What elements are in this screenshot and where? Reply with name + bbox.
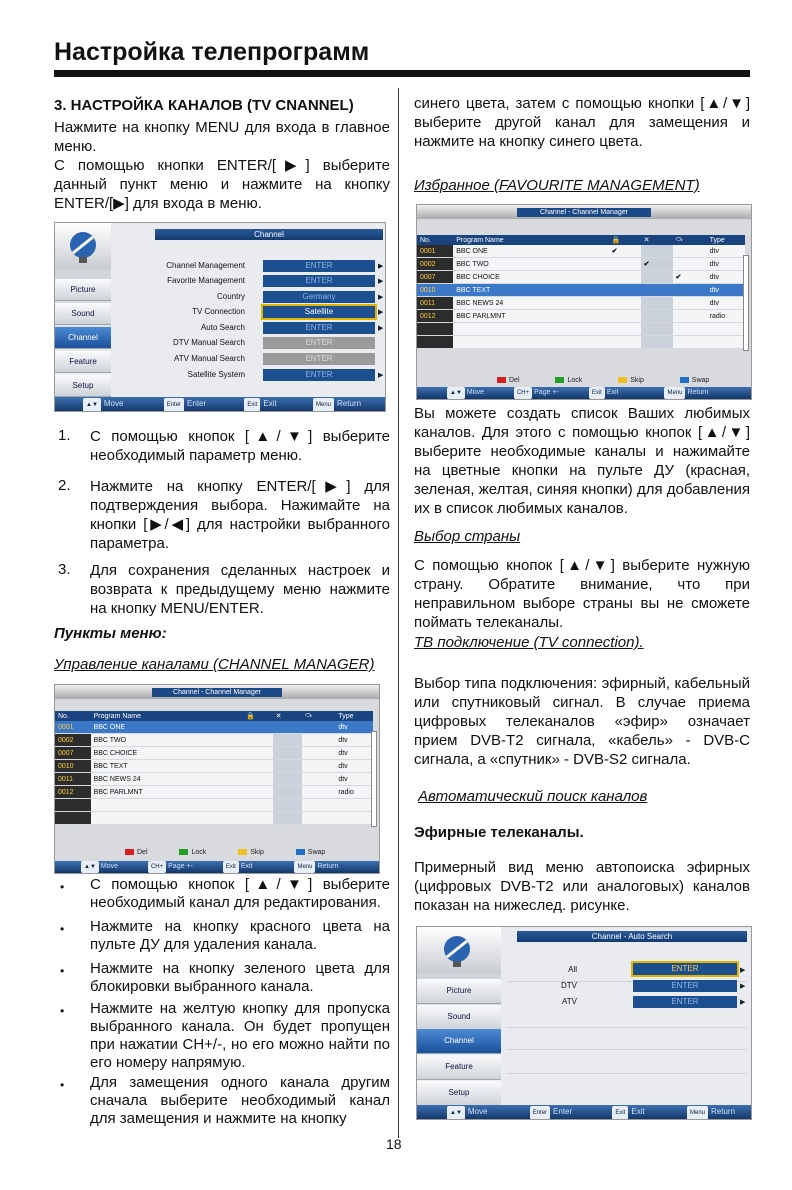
row-type: dtv bbox=[707, 271, 745, 284]
channel-table bbox=[55, 711, 373, 825]
key-ch: CH+ bbox=[514, 387, 532, 399]
footer-page-label: Page +- bbox=[168, 863, 193, 870]
red-key-icon bbox=[125, 849, 134, 855]
country-text: С помощью кнопок [▲/▼] выберите нужную страну. Обратите внимание, что при неправильном выборе страны вы не сможете поймать телеканалы. bbox=[414, 557, 750, 631]
green-key-icon bbox=[555, 377, 564, 383]
page-number: 18 bbox=[386, 1136, 402, 1152]
table-row[interactable] bbox=[55, 721, 373, 734]
sidebar-item-sound[interactable]: Sound bbox=[55, 303, 111, 325]
table-row-empty bbox=[55, 799, 373, 812]
intro-paragraph-2: С помощью кнопки ENTER/[▶] выберите данный пункт меню и нажмите на кнопку ENTER/[▶] для входа в меню. bbox=[54, 157, 390, 212]
row-type: dtv bbox=[335, 773, 373, 786]
channel-manager-title: Channel - Channel Manager bbox=[152, 688, 282, 697]
sidebar-item-channel[interactable]: Channel bbox=[417, 1029, 501, 1054]
legend-lock: Lock bbox=[567, 377, 583, 384]
satellite-logo-icon bbox=[55, 223, 111, 270]
key-menu: Menu bbox=[313, 398, 334, 412]
col-no: No. bbox=[417, 235, 453, 245]
footer-return-label: Return bbox=[317, 863, 339, 870]
row-name: BBC CHOICE bbox=[453, 271, 608, 284]
col-program-name: Program Name bbox=[453, 235, 608, 245]
row-type: dtv bbox=[707, 284, 745, 297]
row-no: 0010 bbox=[55, 760, 91, 773]
key-enter: Enter bbox=[530, 1106, 550, 1120]
row-label: TV Connection bbox=[192, 307, 245, 316]
right-arrow-icon: ▶ bbox=[740, 983, 746, 990]
right-arrow-icon: ▶ bbox=[378, 294, 384, 301]
footer-enter-label: Enter bbox=[553, 1107, 573, 1116]
swap-icon: ⤼ bbox=[673, 235, 707, 245]
key-exit: Exit bbox=[223, 861, 239, 873]
sidebar-item-setup[interactable]: Setup bbox=[55, 375, 111, 397]
footer-move-label: Move bbox=[467, 1107, 488, 1116]
bullet: • bbox=[60, 1004, 65, 1018]
tv-connection-text: Выбор типа подключения: эфирный, кабельный или спутниковый сигнал. В случае приема цифровых телеканалов «эфир» означает прием DVB-T2 сигнала, «кабель» - DVB-C сигнала, а «спутник» - DVB-S2 сигнала. bbox=[414, 675, 750, 768]
footer-exit-label: Exit bbox=[240, 863, 253, 870]
key-menu: Menu bbox=[294, 861, 315, 873]
footer-enter-label: Enter bbox=[187, 399, 207, 408]
footer-move-label: Move bbox=[466, 389, 485, 396]
list-number: 1. bbox=[58, 427, 71, 444]
bullet: • bbox=[60, 922, 65, 936]
table-row[interactable] bbox=[417, 258, 745, 271]
sidebar-item-channel[interactable]: Channel bbox=[55, 327, 111, 349]
table-row[interactable] bbox=[55, 747, 373, 760]
right-arrow-icon: ▶ bbox=[378, 325, 384, 332]
table-row[interactable] bbox=[417, 245, 745, 258]
row-no: 0001 bbox=[417, 245, 453, 258]
list-number: 2. bbox=[58, 477, 71, 494]
channel-manager-header bbox=[55, 685, 379, 699]
key-move: ▲▼ bbox=[447, 1106, 465, 1120]
color-legend bbox=[125, 849, 325, 856]
color-legend bbox=[497, 377, 709, 384]
table-row[interactable] bbox=[55, 786, 373, 799]
delete-icon: ✕ bbox=[273, 711, 302, 721]
dtv-manual-search-value: ENTER bbox=[263, 337, 375, 349]
row-type: dtv bbox=[335, 760, 373, 773]
row-type: radio bbox=[707, 310, 745, 323]
blue-key-icon bbox=[680, 377, 689, 383]
footer-move-label: Move bbox=[100, 863, 119, 870]
auto-search-value[interactable]: ENTER bbox=[263, 322, 375, 334]
list-item: Нажмите на кнопку красного цвета на пульте ДУ для удаления канала. bbox=[90, 918, 390, 953]
auto-search-all-value[interactable]: ENTER bbox=[631, 961, 739, 977]
auto-search-screenshot bbox=[416, 926, 752, 1120]
title-rule bbox=[54, 70, 750, 77]
row-name: BBC TWO bbox=[91, 734, 244, 747]
table-row[interactable] bbox=[55, 734, 373, 747]
column-divider bbox=[398, 88, 399, 1138]
favourite-manager-title: Channel - Channel Manager bbox=[517, 208, 651, 217]
row-type: dtv bbox=[335, 734, 373, 747]
row-no: 0002 bbox=[55, 734, 91, 747]
swap-icon: ⤼ bbox=[302, 711, 335, 721]
auto-search-dtv-value[interactable]: ENTER bbox=[633, 980, 737, 992]
list-number: 3. bbox=[58, 561, 71, 578]
legend-del: Del bbox=[137, 849, 148, 856]
sidebar-item-picture[interactable]: Picture bbox=[55, 279, 111, 301]
legend-skip: Skip bbox=[250, 849, 264, 856]
row-no: 0011 bbox=[55, 773, 91, 786]
bullet: • bbox=[60, 964, 65, 978]
row-name: BBC PARLMNT bbox=[91, 786, 244, 799]
row-divider bbox=[507, 1027, 747, 1028]
row-label: ATV bbox=[562, 997, 577, 1006]
legend-swap: Swap bbox=[691, 377, 710, 384]
list-item: Нажмите на кнопку зеленого цвета для блокировки выбранного канала. bbox=[90, 960, 390, 995]
row-no: 0002 bbox=[417, 258, 453, 271]
row-type: radio bbox=[335, 786, 373, 799]
row-label: Channel Management bbox=[166, 261, 245, 270]
legend-del: Del bbox=[509, 377, 520, 384]
country-heading: Выбор страны bbox=[414, 528, 521, 545]
row-name: BBC TEXT bbox=[91, 760, 244, 773]
sidebar-item-sound[interactable]: Sound bbox=[417, 1005, 501, 1030]
bullet: • bbox=[60, 880, 65, 894]
row-label: Auto Search bbox=[200, 323, 245, 332]
footer-move-label: Move bbox=[103, 399, 124, 408]
row-no: 0011 bbox=[417, 297, 453, 310]
table-header-row bbox=[417, 235, 745, 245]
key-menu: Menu bbox=[664, 387, 685, 399]
air-channels-text: Примерный вид меню автопоиска эфирных (цифровых DVB-T2 или аналоговых) каналов показан на нижеслед. рисунке. bbox=[414, 859, 750, 914]
favourite-table bbox=[417, 235, 745, 349]
table-row[interactable] bbox=[417, 271, 745, 284]
row-name: BBC NEWS 24 bbox=[453, 297, 608, 310]
blue-key-icon bbox=[296, 849, 305, 855]
scrollbar[interactable] bbox=[743, 255, 749, 351]
menu-footer bbox=[417, 1105, 751, 1119]
footer-return-label: Return bbox=[337, 399, 362, 408]
tv-connection-value[interactable]: Satellite bbox=[261, 304, 377, 320]
row-label: Satellite System bbox=[187, 370, 245, 379]
row-no: 0012 bbox=[417, 310, 453, 323]
delete-icon: ✕ bbox=[641, 235, 673, 245]
row-divider bbox=[507, 1049, 747, 1050]
legend-skip: Skip bbox=[630, 377, 644, 384]
favourite-manager-header bbox=[417, 205, 751, 219]
auto-search-atv-value[interactable]: ENTER bbox=[633, 996, 737, 1008]
yellow-key-icon bbox=[238, 849, 247, 855]
footer-exit-label: Exit bbox=[606, 389, 619, 396]
footer-page-label: Page +- bbox=[534, 389, 559, 396]
row-label: DTV bbox=[561, 981, 577, 990]
air-channels-heading: Эфирные телеканалы. bbox=[414, 824, 584, 841]
footer-exit-label: Exit bbox=[631, 1107, 645, 1116]
table-row[interactable] bbox=[55, 773, 373, 786]
right-arrow-icon: ▶ bbox=[378, 372, 384, 379]
favorite-management-value[interactable]: ENTER bbox=[263, 275, 375, 287]
right-arrow-icon: ▶ bbox=[740, 967, 746, 974]
footer-return-label: Return bbox=[711, 1107, 736, 1116]
row-label: ATV Manual Search bbox=[174, 354, 245, 363]
row-type: dtv bbox=[707, 258, 745, 271]
satellite-logo-icon bbox=[417, 927, 501, 974]
menu-header: Channel bbox=[155, 229, 383, 240]
col-program-name: Program Name bbox=[91, 711, 244, 721]
red-key-icon bbox=[497, 377, 506, 383]
row-name: BBC ONE bbox=[91, 721, 244, 734]
key-move: ▲▼ bbox=[81, 861, 99, 873]
row-name: BBC TEXT bbox=[453, 284, 608, 297]
list-item: Для сохранения сделанных настроек и возврата к предыдущему меню нажмите на кнопку MENU/ENTER. bbox=[90, 562, 390, 617]
table-row-empty bbox=[55, 812, 373, 825]
row-name: BBC NEWS 24 bbox=[91, 773, 244, 786]
row-label: DTV Manual Search bbox=[172, 338, 245, 347]
row-name: BBC TWO bbox=[453, 258, 608, 271]
row-label: All bbox=[568, 965, 577, 974]
list-item: Нажмите на кнопку ENTER/[▶] для подтверждения выбора. Нажимайте на кнопки [▶/◀] для настройки выбранного параметра. bbox=[90, 478, 390, 552]
right-arrow-icon: ▶ bbox=[378, 278, 384, 285]
page-title: Настройка телепрограмм bbox=[54, 38, 370, 66]
left-column bbox=[54, 96, 390, 213]
row-type: dtv bbox=[707, 245, 745, 258]
row-no: 0001 bbox=[55, 721, 91, 734]
key-move: ▲▼ bbox=[83, 398, 101, 412]
channel-management-value[interactable]: ENTER bbox=[263, 260, 375, 272]
red-check-icon: ✔ bbox=[641, 258, 673, 271]
favourite-manager-footer bbox=[417, 387, 751, 399]
row-no: 0007 bbox=[417, 271, 453, 284]
swap-continuation: синего цвета, затем с помощью кнопки [▲/▼] выберите другой канал для замещения и нажмите на кнопку синего цвета. bbox=[414, 95, 750, 150]
row-type: dtv bbox=[335, 747, 373, 760]
sidebar-item-feature[interactable]: Feature bbox=[55, 351, 111, 373]
right-arrow-icon: ▶ bbox=[378, 309, 384, 316]
table-row[interactable] bbox=[417, 284, 745, 297]
list-item: Нажмите на желтую кнопку для пропуска выбранного канала. Он будет пропущен при нажатии CH+/-, но его можно найти по его номеру напрямую. bbox=[90, 1000, 390, 1071]
scrollbar[interactable] bbox=[371, 731, 377, 827]
channel-manager-screenshot bbox=[54, 684, 380, 874]
list-item: С помощью кнопок [▲/▼] выберите необходимый канал для редактирования. bbox=[90, 876, 390, 911]
satellite-system-value[interactable]: ENTER bbox=[263, 369, 375, 381]
green-check-icon: ✔ bbox=[609, 245, 641, 258]
row-type: dtv bbox=[707, 297, 745, 310]
yellow-check-icon: ✔ bbox=[673, 271, 707, 284]
lock-icon: 🔒 bbox=[609, 235, 641, 245]
row-type: dtv bbox=[335, 721, 373, 734]
bullet: • bbox=[60, 1078, 65, 1092]
footer-return-label: Return bbox=[687, 389, 709, 396]
right-arrow-icon: ▶ bbox=[378, 263, 384, 270]
row-name: BBC CHOICE bbox=[91, 747, 244, 760]
menu-items-heading: Пункты меню: bbox=[54, 625, 167, 642]
row-name: BBC PARLMNT bbox=[453, 310, 608, 323]
table-row-empty bbox=[417, 336, 745, 349]
list-item: С помощью кнопок [▲/▼] выберите необходимый параметр меню. bbox=[90, 428, 390, 464]
table-row[interactable] bbox=[55, 760, 373, 773]
key-exit: Exit bbox=[589, 387, 605, 399]
row-divider bbox=[507, 1073, 747, 1074]
row-no: 0007 bbox=[55, 747, 91, 760]
sidebar-item-feature[interactable]: Feature bbox=[417, 1055, 501, 1080]
sidebar-item-picture[interactable]: Picture bbox=[417, 979, 501, 1004]
key-exit: Exit bbox=[244, 398, 260, 412]
favourite-heading: Избранное (FAVOURITE MANAGEMENT) bbox=[414, 177, 700, 194]
col-type: Type bbox=[707, 235, 745, 245]
key-menu: Menu bbox=[687, 1106, 708, 1120]
country-value[interactable]: Germany bbox=[263, 291, 375, 303]
row-label: Favorite Management bbox=[167, 276, 245, 285]
channel-menu-screenshot bbox=[54, 222, 386, 412]
row-no: 0012 bbox=[55, 786, 91, 799]
col-no: No. bbox=[55, 711, 91, 721]
key-move: ▲▼ bbox=[447, 387, 465, 399]
green-key-icon bbox=[179, 849, 188, 855]
atv-manual-search-value: ENTER bbox=[263, 353, 375, 365]
key-exit: Exit bbox=[612, 1106, 628, 1120]
list-item: Для замещения одного канала другим сначала выберите необходимый канал для замещения и нажмите на кнопку bbox=[90, 1074, 390, 1127]
footer-exit-label: Exit bbox=[263, 399, 277, 408]
channel-manager-footer bbox=[55, 861, 379, 873]
key-enter: Enter bbox=[164, 398, 184, 412]
row-no: 0010 bbox=[417, 284, 453, 297]
lock-icon: 🔒 bbox=[243, 711, 272, 721]
row-name: BBC ONE bbox=[453, 245, 608, 258]
legend-swap: Swap bbox=[307, 849, 326, 856]
yellow-key-icon bbox=[618, 377, 627, 383]
channel-manager-heading: Управление каналами (CHANNEL MANAGER) bbox=[54, 656, 375, 673]
favourite-manager-screenshot bbox=[416, 204, 752, 400]
right-arrow-icon: ▶ bbox=[740, 999, 746, 1006]
sidebar-item-setup[interactable]: Setup bbox=[417, 1081, 501, 1106]
legend-lock: Lock bbox=[191, 849, 207, 856]
col-type: Type bbox=[335, 711, 373, 721]
table-row[interactable] bbox=[417, 297, 745, 310]
table-header-row bbox=[55, 711, 373, 721]
key-ch: CH+ bbox=[148, 861, 166, 873]
tv-connection-heading: ТВ подключение (TV connection). bbox=[414, 634, 644, 651]
table-row[interactable] bbox=[417, 310, 745, 323]
favourite-text: Вы можете создать список Ваших любимых каналов. Для этого с помощью кнопок [▲/▼] выберите необходимые каналы и нажимайте на цветные кнопки на пульте ДУ (красная, зеленая, желтая, синяя кнопки) для добавления их в список любимых каналов. bbox=[414, 405, 750, 517]
intro-paragraph-1: Нажмите на кнопку MENU для входа в главное меню. bbox=[54, 119, 390, 155]
menu-header: Channel - Auto Search bbox=[517, 931, 747, 942]
section-heading: 3. НАСТРОЙКА КАНАЛОВ (TV CNANNEL) bbox=[54, 97, 354, 114]
row-label: Country bbox=[216, 292, 245, 301]
menu-footer bbox=[55, 397, 385, 411]
autosearch-heading: Автоматический поиск каналов bbox=[418, 788, 648, 805]
table-row-empty bbox=[417, 323, 745, 336]
